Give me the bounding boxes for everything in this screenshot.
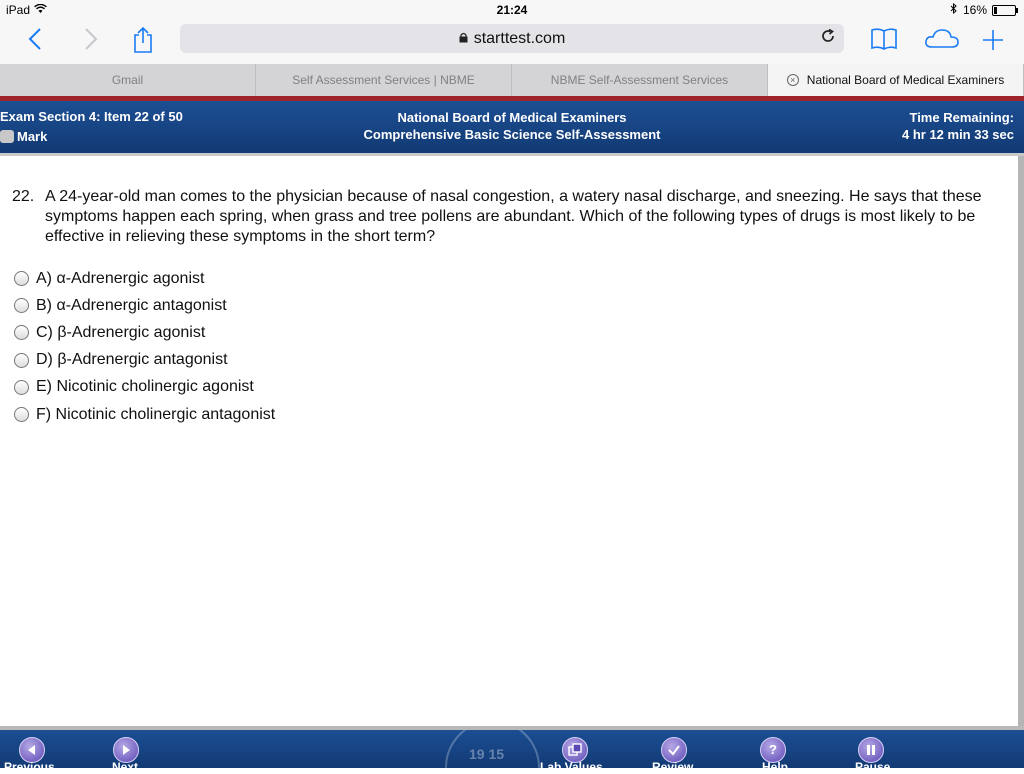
question-stem: A 24-year-old man comes to the physician because of nasal congestion, a watery nasal discharge, and sneezing. He says that these symptoms happen each spring, when grass and tree pollens are abundant. Which of the following types of drugs is most likely to be effective in relieving these symptoms in the short term? — [45, 188, 982, 245]
content-border — [0, 153, 1024, 156]
exam-subtitle: Comprehensive Basic Science Self-Assessment — [363, 127, 661, 142]
tab-self-assessment-nbme[interactable]: Self Assessment Services | NBME — [256, 64, 512, 96]
back-icon[interactable] — [22, 26, 48, 58]
clock: 21:24 — [496, 3, 528, 17]
radio-button[interactable] — [14, 325, 29, 340]
answer-option-b[interactable]: B) α-Adrenergic antagonist — [14, 292, 275, 319]
previous-label: Previous — [4, 760, 55, 774]
answer-option-e[interactable]: E) Nicotinic cholinergic agonist — [14, 374, 275, 401]
tab-nbme-self-assessment[interactable]: NBME Self-Assessment Services — [512, 64, 768, 96]
exam-section-label: Exam Section 4: Item 22 of 50 — [0, 109, 183, 124]
reload-icon[interactable] — [820, 28, 836, 49]
answer-options — [14, 265, 275, 428]
forward-icon[interactable] — [78, 26, 104, 58]
tab-gmail[interactable]: Gmail — [0, 64, 256, 96]
bluetooth-icon — [950, 3, 958, 17]
lock-icon — [459, 32, 468, 46]
close-tab-icon[interactable]: × — [787, 74, 799, 86]
exam-header — [0, 101, 1024, 153]
pause-label: Pause — [855, 760, 891, 774]
tab-national-board[interactable]: × National Board of Medical Examiners — [768, 64, 1024, 96]
time-remaining-value: 4 hr 12 min 33 sec — [901, 127, 1014, 142]
browser-toolbar — [0, 20, 1024, 64]
answer-option-d[interactable]: D) β-Adrenergic antagonist — [14, 347, 275, 374]
answer-option-f[interactable]: F) Nicotinic cholinergic antagonist — [14, 401, 275, 428]
address-bar[interactable] — [180, 24, 844, 53]
radio-button[interactable] — [14, 271, 29, 286]
question-number: 22. — [12, 188, 35, 205]
new-tab-icon[interactable] — [980, 26, 1006, 58]
radio-button[interactable] — [14, 380, 29, 395]
help-button[interactable]: ? — [760, 737, 786, 763]
url-text: starttest.com — [473, 29, 566, 47]
radio-button[interactable] — [14, 353, 29, 368]
tab-bar — [0, 64, 1024, 96]
answer-option-a[interactable]: A) α-Adrenergic agonist — [14, 265, 275, 292]
battery-icon — [992, 5, 1016, 16]
answer-option-c[interactable]: C) β-Adrenergic agonist — [14, 319, 275, 346]
scrollbar[interactable] — [1018, 156, 1024, 726]
exam-title: National Board of Medical Examiners — [397, 110, 627, 125]
share-icon[interactable] — [130, 26, 156, 58]
lab-values-label: Lab Values — [540, 760, 603, 774]
cloud-icon[interactable] — [922, 26, 962, 58]
help-label: Help — [762, 760, 789, 774]
device-label: iPad — [6, 3, 31, 17]
question — [12, 187, 1002, 247]
bookmarks-icon[interactable] — [868, 26, 900, 58]
time-remaining-label: Time Remaining: — [909, 110, 1014, 125]
radio-button[interactable] — [14, 407, 29, 422]
next-label: Next — [112, 760, 139, 774]
radio-button[interactable] — [14, 298, 29, 313]
review-label: Review — [652, 760, 694, 774]
nbme-seal: 19 15 — [445, 730, 540, 768]
battery-percent: 16% — [962, 3, 987, 17]
mark-label: Mark — [17, 129, 48, 144]
status-bar — [0, 0, 1024, 20]
